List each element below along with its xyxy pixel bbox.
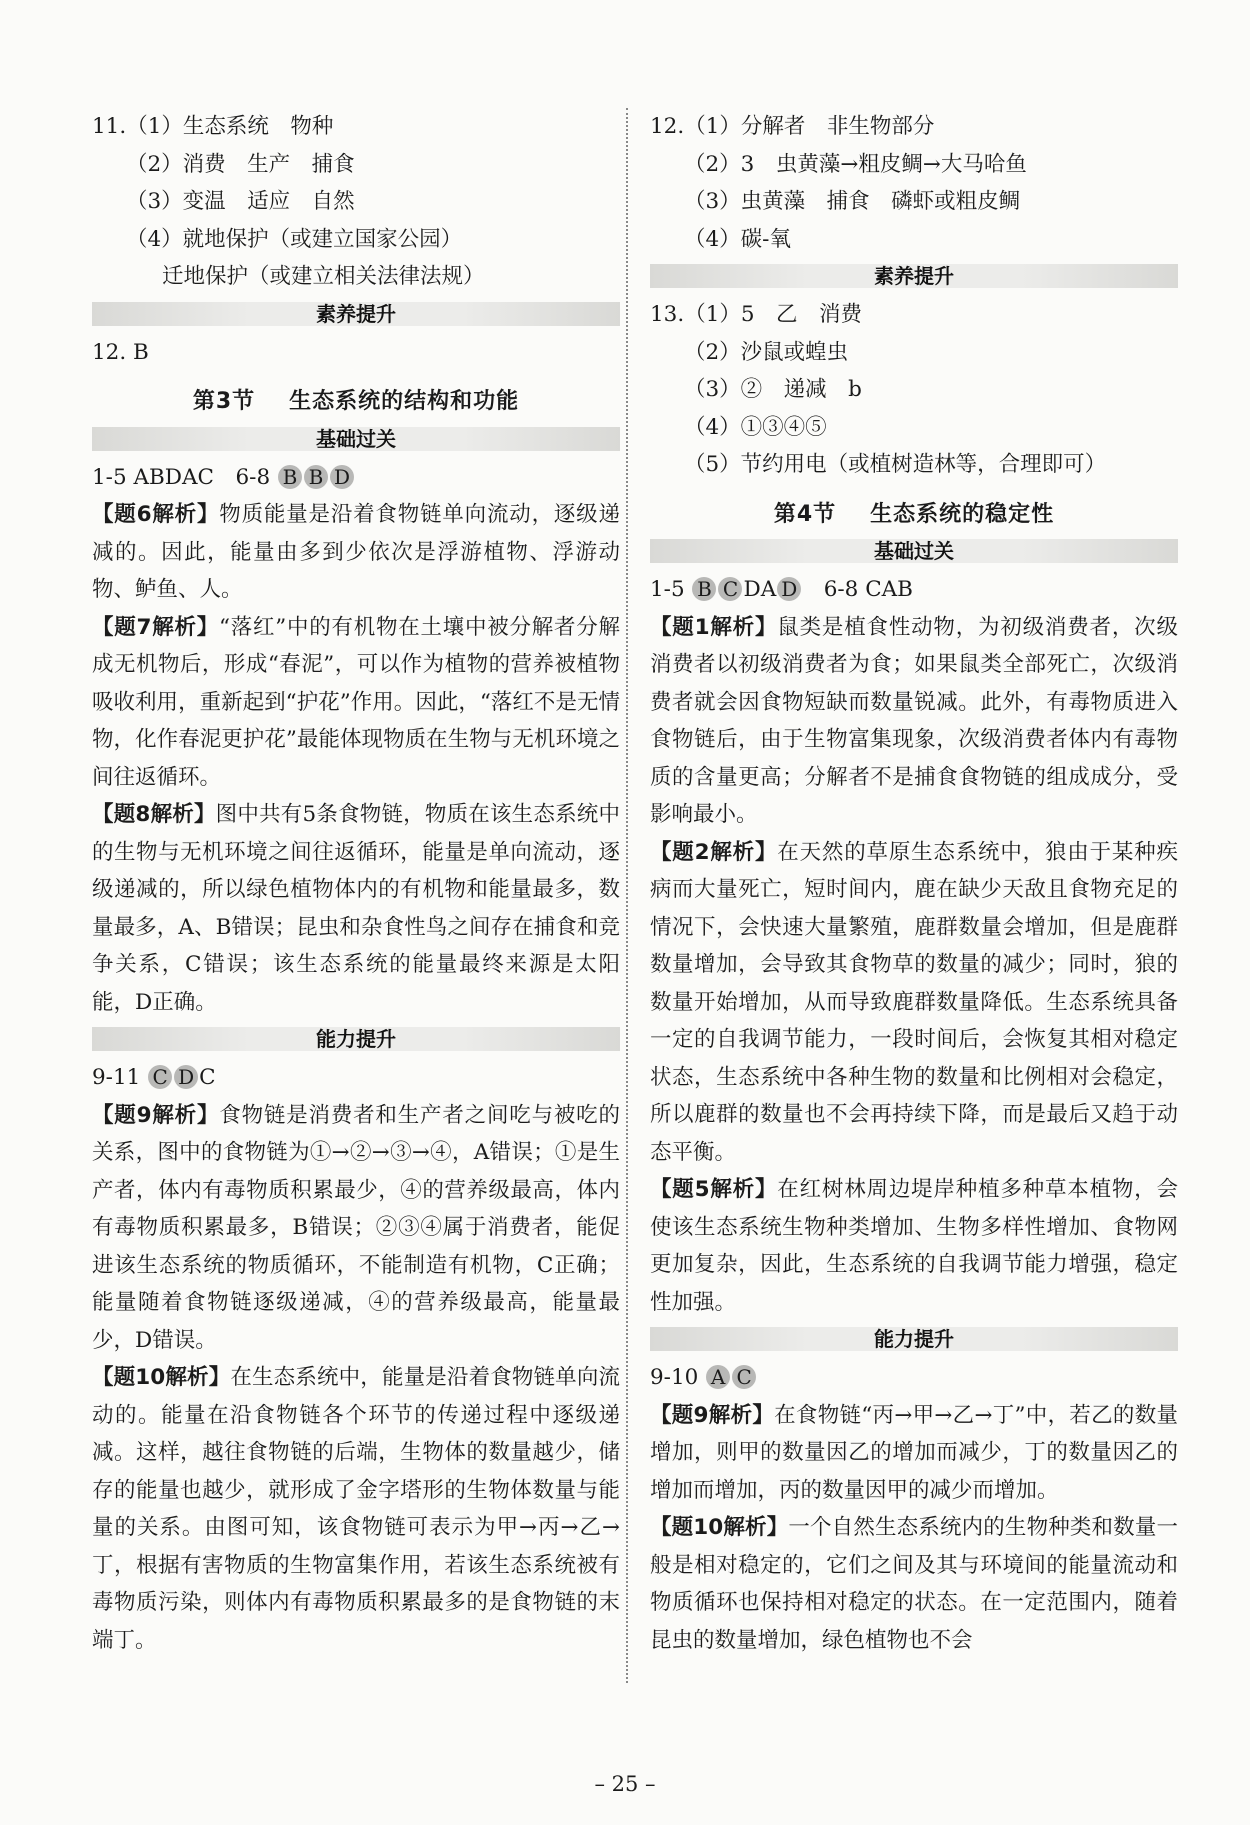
q13-line-3: （3）② 递减 b bbox=[684, 377, 862, 402]
q9-analysis: 【题9解析】在食物链“丙→甲→乙→丁”中，若乙的数量增加，则甲的数量因乙的增加而减少，丁的数量因乙的增加而增加，丙的数量因甲的减少而增加。 bbox=[650, 1402, 1178, 1503]
q10-analysis: 【题10解析】一个自然生态系统内的生物种类和数量一般是相对稳定的，它们之间及其与环境间的能量流动和物质循环也保持相对稳定的状态。在一定范围内，随着昆虫的数量增加，绿色植物也不会 bbox=[650, 1515, 1178, 1653]
left-column bbox=[92, 108, 620, 1659]
q11-line-1: 11.（1）生态系统 物种 bbox=[92, 114, 334, 139]
band-literacy-improve: 素养提升 bbox=[92, 302, 620, 326]
q12-line-1: 12.（1）分解者 非生物部分 bbox=[650, 114, 935, 139]
q12-line-2: （2）3 虫黄藻→粗皮鲷→大马哈鱼 bbox=[684, 151, 1027, 177]
page-number: – 25 – bbox=[594, 1772, 656, 1796]
q11-line-4: （4）就地保护（或建立国家公园） bbox=[126, 226, 463, 252]
circled-answer: C bbox=[732, 1365, 756, 1389]
answers-9-10: 9-10 A C bbox=[650, 1359, 1178, 1397]
q12-line-3: （3）虫黄藻 捕食 磷虾或粗皮鲷 bbox=[684, 189, 1021, 214]
column-divider bbox=[626, 108, 628, 1683]
q7-analysis: 【题7解析】“落红”中的有机物在土壤中被分解者分解成无机物后，形成“春泥”，可以作为植物的营养被植物吸收利用，重新起到“护花”作用。因此，“落红不是无情物，化作春泥更护花”最能体现物质在生物与无机环境之间往返循环。 bbox=[92, 614, 620, 790]
section-4-number: 第4节 bbox=[773, 501, 837, 527]
q12-line-4: （4）碳-氧 bbox=[684, 226, 791, 252]
band-ability: 能力提升 bbox=[92, 1027, 620, 1051]
circled-answer: C bbox=[718, 577, 742, 601]
q10-analysis: 【题10解析】在生态系统中，能量是沿着食物链单向流动的。能量在沿食物链各个环节的传递过程中逐级递减。这样，越往食物链的后端，生物体的数量越少，储存的能量也越少，就形成了金字塔形的生物体数量与能量的关系。由图可知，该食物链可表示为甲→丙→乙→丁，根据有害物质的生物富集作用，若该生态系统被有毒物质污染，则体内有毒物质积累最多的是食物链的末端丁。 bbox=[92, 1365, 620, 1653]
answers-1-8: 1-5 B C DA D 6-8 CAB bbox=[650, 577, 913, 602]
band-ability: 能力提升 bbox=[650, 1327, 1178, 1351]
q13-line-4: （4）①③④⑤ bbox=[684, 414, 827, 440]
q13-line-2: （2）沙鼠或蝗虫 bbox=[684, 339, 849, 365]
q13-line-5: （5）节约用电（或植树造林等，合理即可） bbox=[684, 452, 1107, 477]
circled-answer: D bbox=[174, 1065, 198, 1089]
answers-1-8: 1-5 ABDAC 6-8 B B D bbox=[92, 459, 620, 497]
band-basic: 基础过关 bbox=[650, 539, 1178, 563]
circled-answer: D bbox=[777, 577, 801, 601]
q2-analysis: 【题2解析】在天然的草原生态系统中，狼由于某种疾病而大量死亡，短时间内，鹿在缺少天敌且食物充足的情况下，会快速大量繁殖，鹿群数量会增加，但是鹿群数量增加，会导致其食物草的数量的减少；同时，狼的数量开始增加，从而导致鹿群数量降低。生态系统具备一定的自我调节能力，一段时间后，会恢复其相对稳定状态，生态系统中各种生物的数量和比例相对会稳定，所以鹿群的数量也不会再持续下降，而是最后又趋于动态平衡。 bbox=[650, 839, 1178, 1165]
q1-analysis: 【题1解析】鼠类是植食性动物，为初级消费者，次级消费者以初级消费者为食；如果鼠类全部死亡，次级消费者就会因食物短缺而数量锐减。此外，有毒物质进入食物链后，由于生物富集现象，次级消费者体内有毒物质的含量更高；分解者不是捕食食物链的组成成分，受影响最小。 bbox=[650, 614, 1178, 827]
q9-analysis: 【题9解析】食物链是消费者和生产者之间吃与被吃的关系，图中的食物链为①→②→③→④，A错误；①是生产者，体内有毒物质积累最少，④的营养级最高，体内有毒物质积累最多，B错误；②③④属于消费者，能促进该生态系统的物质循环，不能制造有机物，C正确；能量随着食物链逐级递减，④的营养级最高，能量最少，D错误。 bbox=[92, 1102, 620, 1353]
section-3-heading bbox=[92, 383, 620, 421]
band-basic: 基础过关 bbox=[92, 427, 620, 451]
q11-line-5: 迁地保护（或建立相关法律法规） bbox=[162, 264, 485, 289]
band-literacy-improve: 素养提升 bbox=[650, 264, 1178, 288]
q11-line-3: （3）变温 适应 自然 bbox=[126, 189, 355, 214]
q13-line-1: 13.（1）5 乙 消费 bbox=[650, 302, 863, 327]
answers-9-11: 9-11 C D C bbox=[92, 1065, 216, 1090]
circled-answer: A bbox=[706, 1365, 730, 1389]
section-4-heading bbox=[650, 496, 1178, 534]
q8-analysis: 【题8解析】图中共有5条食物链，物质在该生态系统中的生物与无机环境之间往返循环，能量是单向流动，逐级递减的，所以绿色植物体内的有机物和能量最多，数量最多，A、B错误；昆虫和杂食性鸟之间存在捕食和竞争关系，C错误；该生态系统的能量最终来源是太阳能，D正确。 bbox=[92, 802, 620, 1015]
circled-answer: C bbox=[148, 1065, 172, 1089]
right-column bbox=[650, 108, 1178, 1659]
q6-analysis: 【题6解析】物质能量是沿着食物链单向流动，逐级递减的。因此，能量由多到少依次是浮游植物、浮游动物、鲈鱼、人。 bbox=[92, 502, 620, 602]
section-3-title: 生态系统的结构和功能 bbox=[289, 389, 520, 414]
q12-answer: 12. B bbox=[92, 339, 149, 365]
q11-line-2: （2）消费 生产 捕食 bbox=[126, 151, 355, 177]
circled-answer: B bbox=[304, 465, 328, 489]
section-3-number: 第3节 bbox=[192, 389, 256, 414]
circled-answer: B bbox=[692, 577, 716, 601]
section-4-title: 生态系统的稳定性 bbox=[870, 501, 1055, 527]
q5-analysis: 【题5解析】在红树林周边堤岸种植多种草本植物，会使该生态系统生物种类增加、生物多样性增加、食物网更加复杂，因此，生态系统的自我调节能力增强，稳定性加强。 bbox=[650, 1177, 1178, 1315]
circled-answer: D bbox=[330, 465, 354, 489]
circled-answer: B bbox=[278, 465, 302, 489]
